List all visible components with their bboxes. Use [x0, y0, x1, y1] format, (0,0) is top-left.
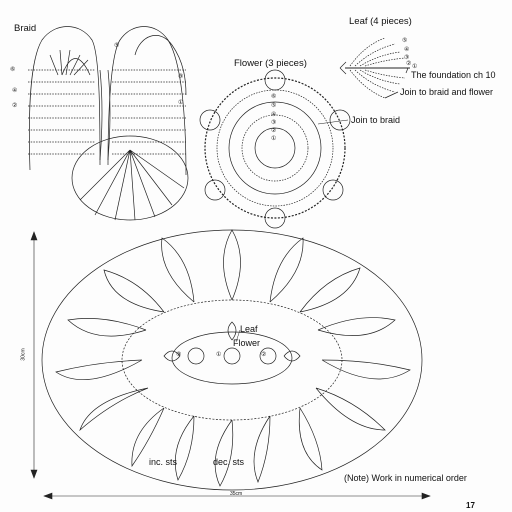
assembly-inner-ring: [122, 300, 342, 420]
braid-left-rows: [28, 70, 95, 154]
leaf-row-1: ①: [412, 64, 418, 70]
flower-petal-1: [265, 70, 285, 90]
assembly-flower-label: Flower: [233, 338, 261, 348]
flower-petal-3: [323, 180, 343, 200]
assembly-num-2: ②: [261, 352, 267, 358]
assembly-note: (Note) Work in numerical order: [344, 473, 467, 483]
height-arrow-top: [31, 232, 37, 240]
assembly-dec-label: dec. sts: [213, 457, 245, 467]
leaf-lower-rows: [350, 70, 405, 98]
assembly-flower-2: [224, 348, 240, 364]
assembly-center-leaves: [164, 322, 300, 361]
flower-join-note: Join to braid: [351, 115, 401, 125]
assembly-height-label: 30cm: [20, 348, 27, 361]
braid-outline: [29, 27, 186, 176]
assembly-num-1: ①: [216, 352, 222, 358]
flower-join-leader: [318, 120, 348, 124]
flower-ring-1: [255, 128, 295, 168]
assembly-inc-label: inc. sts: [149, 457, 178, 467]
width-arrow-right: [422, 493, 430, 499]
leaf-upper-rows: [350, 38, 408, 66]
assembly-flower-1: [188, 348, 204, 364]
braid-step-4: ④: [12, 88, 18, 94]
leaf-leader-1: [406, 68, 408, 73]
leaf-row-5: ⑤: [402, 38, 408, 44]
braid-step-2: ②: [12, 103, 18, 109]
leaf-row-2: ②: [406, 61, 412, 67]
leaf-join-note: Join to braid and flower: [400, 87, 494, 97]
flower-title: Flower (3 pieces): [234, 58, 307, 69]
assembly-diagram: [42, 230, 422, 490]
assembly-num-3: ③: [176, 352, 182, 358]
width-arrow-left: [44, 493, 52, 499]
braid-title: Braid: [14, 23, 37, 34]
leader-lines: [318, 120, 348, 124]
flower-petal-6: [200, 110, 220, 130]
braid-step-1: ①: [178, 100, 184, 106]
leaf-leader-2: [385, 92, 398, 98]
braid-step-6: ⑥: [10, 67, 16, 73]
leaf-row-3: ③: [404, 55, 410, 61]
leaf-foundation-note: The foundation ch 10: [411, 70, 496, 80]
braid-chart: [28, 27, 188, 221]
flower-row-5: ⑤: [271, 103, 277, 109]
braid-step-3: ③: [178, 74, 184, 80]
flower-row-1: ①: [271, 136, 277, 142]
assembly-width-label: 35cm: [230, 491, 243, 497]
flower-row-3: ③: [271, 120, 277, 126]
leaf-row-4: ④: [404, 47, 410, 53]
assembly-petals: [56, 230, 410, 486]
flower-row-6: ⑥: [271, 94, 277, 100]
braid-bottom-fan: [72, 136, 188, 220]
assembly-leaf-label: Leaf: [240, 324, 258, 334]
page-number: 17: [466, 501, 475, 510]
flower-row-4: ④: [271, 112, 277, 118]
flower-row-2: ②: [271, 128, 277, 134]
braid-step-5: ⑤: [114, 43, 120, 49]
leaf-title: Leaf (4 pieces): [349, 16, 412, 27]
braid-top-arc-right: [135, 35, 186, 95]
height-arrow-bottom: [31, 470, 37, 478]
braid-right-rows: [112, 70, 186, 154]
